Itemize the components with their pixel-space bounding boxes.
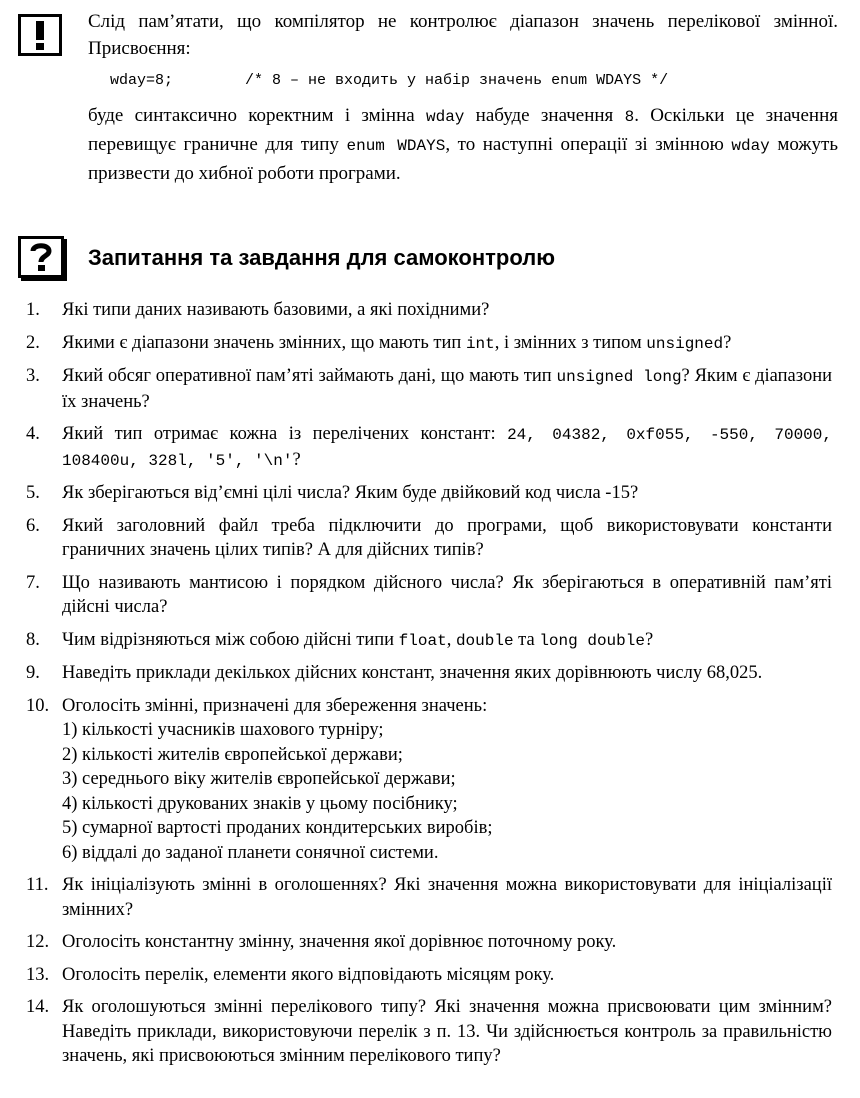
question-number: 8. [26, 629, 40, 650]
sub-item: 4) кількості друкованих знаків у цьому посібнику; [62, 793, 458, 814]
question-number: 5. [26, 483, 40, 503]
question-text: Які типи даних називають базовими, а які похідними? [62, 300, 490, 320]
question-text: Як оголошуються змінні перелікового типу? Які значення можна присвоювати цим змінним? Наведіть приклади, використовуючи перелік з п. 13. Чи здійснюється контроль за правильністю значень, які присвоюються змінним перелікового типу? [62, 997, 832, 1066]
sub-item: 3) середнього віку жителів європейської держави; [62, 769, 456, 789]
question-item [26, 331, 832, 357]
section-title: Запитання та завдання для самоконтролю [88, 245, 555, 270]
question-text: Який обсяг оперативної пам’яті займають дані, що мають тип unsigned long? Яким є діапазони їх значень? [62, 366, 833, 412]
sub-item: 6) віддалі до заданої планети сонячної системи. [62, 842, 439, 863]
question-number: 11. [26, 875, 49, 895]
question-item [26, 422, 832, 473]
section-heading [18, 232, 838, 280]
question-text: Який тип отримає кожна із перелічених констант: 24, 04382, 0xf055, -550, 70000, 108400u, 328l, '5', '\n'? [62, 424, 832, 470]
question-number: 14. [26, 997, 50, 1017]
question-item [26, 930, 832, 955]
question-text: Який заголовний файл треба підключити до програми, щоб використовувати константи граничних значень цілих типів? А для дійсних типів? [62, 515, 832, 560]
sub-item: 5) сумарної вартості проданих кондитерських виробів; [62, 818, 493, 838]
note-block [18, 8, 838, 187]
question-text: Що називають мантисою і порядком дійсного числа? Як зберігаються в оперативній пам’яті дійсні числа? [62, 572, 832, 617]
question-item [26, 628, 832, 654]
note-after: буде синтаксично коректним і змінна wday набуде значення 8. Оскільки це значення перевищує граничне для типу enum WDAYS, то наступні операції зі змінною wday можуть призвести до хибної роботи програми. [88, 105, 838, 184]
question-number: 7. [26, 572, 40, 593]
question-item [26, 694, 832, 866]
question-number: 1. [26, 300, 40, 320]
question-number: 4. [26, 424, 40, 444]
question-number: 10. [26, 695, 50, 716]
question-number: 9. [26, 663, 40, 683]
question-number: 12. [26, 932, 50, 952]
question-item [26, 873, 832, 922]
question-item [26, 995, 832, 1069]
question-item [26, 571, 832, 620]
question-number: 6. [26, 515, 40, 536]
question-item [26, 661, 832, 686]
question-text: Чим відрізняються між собою дійсні типи float, double та long double? [62, 629, 654, 650]
sub-item: 2) кількості жителів європейської держави; [62, 744, 403, 765]
question-item [26, 364, 832, 414]
sub-item: 1) кількості учасників шахового турніру; [62, 720, 384, 740]
question-item [26, 298, 832, 323]
sub-list [62, 718, 832, 865]
question-text: Як ініціалізують змінні в оголошеннях? Які значення можна використовувати для ініціалізації змінних? [62, 875, 832, 920]
question-item [26, 481, 832, 506]
question-number: 13. [26, 964, 50, 985]
questions-list [26, 298, 832, 1077]
question-text: Наведіть приклади декількох дійсних констант, значення яких дорівнюють числу 68,025. [62, 663, 763, 683]
note-intro: Слід пам’ятати, що компілятор не контролює діапазон значень перелікової змінної. Присвоєння: [88, 11, 838, 59]
question-text: Оголосіть перелік, елементи якого відповідають місяцям року. [62, 964, 555, 985]
question-number: 3. [26, 366, 40, 386]
question-text: Оголосіть константну змінну, значення якої дорівнює поточному року. [62, 932, 617, 952]
question-text: Якими є діапазони значень змінних, що мають тип int, і змінних з типом unsigned? [62, 332, 732, 353]
question-number: 2. [26, 332, 40, 353]
note-code: wday=8; /* 8 – не входить у набір значень enum WDAYS */ [110, 72, 669, 89]
question-item [26, 963, 832, 988]
question-item [26, 514, 832, 563]
question-text: Як зберігаються від’ємні цілі числа? Яким буде двійковий код числа -15? [62, 483, 639, 503]
exclamation-icon [18, 14, 62, 56]
question-icon [18, 236, 64, 278]
question-text: Оголосіть змінні, призначені для збереження значень: [62, 695, 488, 716]
note-text [88, 8, 838, 187]
